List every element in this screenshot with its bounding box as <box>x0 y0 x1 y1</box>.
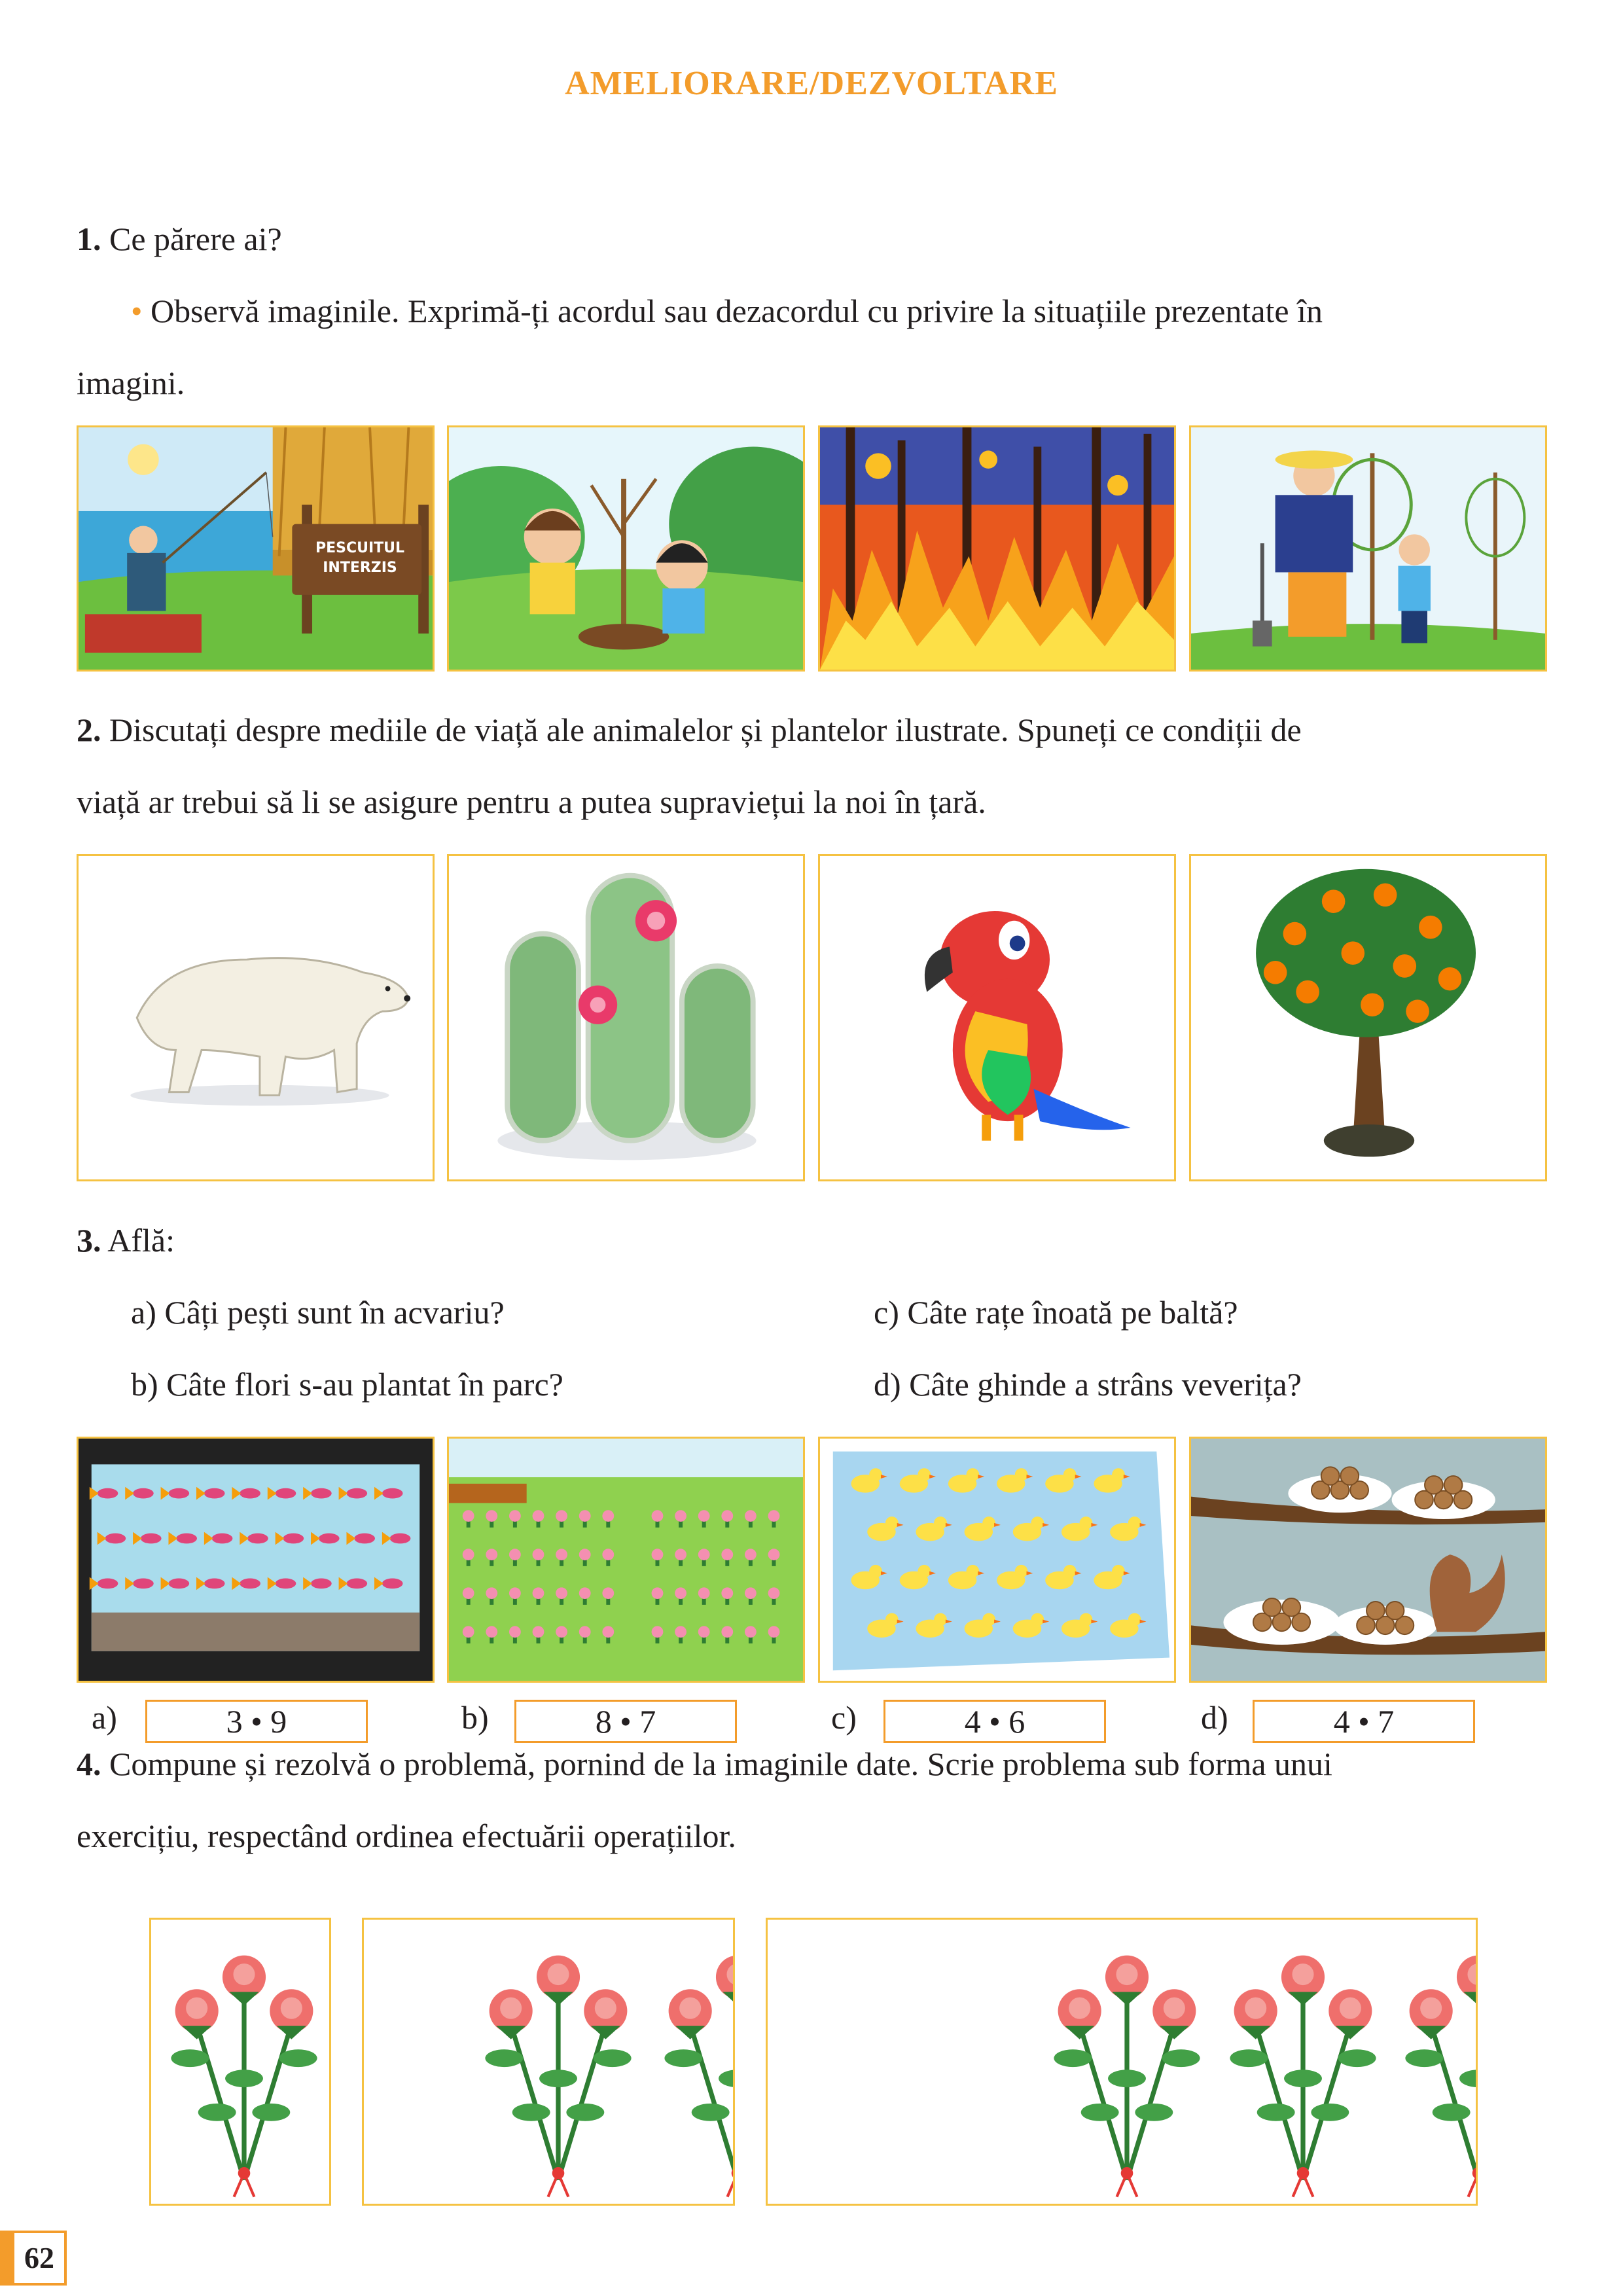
ex1-text-line1: Observă imaginile. Exprimă-ți acordul sau dezacordul cu privire la situațiile prezentate în <box>151 293 1323 329</box>
page-number-bar <box>0 2231 12 2286</box>
bouquet-group-3 <box>766 1918 1478 2206</box>
park-flowers-image <box>447 1437 805 1683</box>
ex1-text-line2: imagini. <box>77 365 185 401</box>
answer-box: 4 • 6 <box>883 1700 1106 1743</box>
aquarium-image <box>77 1437 435 1683</box>
ex4-number: 4. <box>77 1746 101 1782</box>
ex4-text-line1 <box>77 1728 1549 1800</box>
polar-bear-image <box>77 854 435 1181</box>
page-title: AMELIORARE/DEZVOLTARE <box>565 65 1058 102</box>
kids-planting-image <box>447 425 805 672</box>
page-number: 62 <box>12 2231 67 2286</box>
question-c: c) Câte rațe înoată pe baltă? <box>874 1294 1238 1331</box>
sign-line1: PESCUITUL <box>315 540 405 556</box>
cactus-image <box>447 854 805 1181</box>
ex3-heading-text: Află: <box>107 1222 175 1259</box>
bouquet-group-2 <box>362 1918 735 2206</box>
answer-label: a) <box>92 1699 117 1736</box>
rose-bouquet-icon <box>155 1923 331 2206</box>
answer-label: d) <box>1201 1699 1228 1736</box>
ex4-text-line2: exercițiu, respectând ordinea efectuării operațiilor. <box>77 1818 736 1854</box>
orange-tree-image <box>1189 854 1547 1181</box>
ex3-heading <box>77 1204 175 1276</box>
ducks-image <box>818 1437 1176 1683</box>
man-and-boy-planting-image <box>1189 425 1547 672</box>
rose-bouquet-icon <box>1300 1923 1478 2206</box>
sign-line2: INTERZIS <box>323 560 397 576</box>
fishing-image <box>77 425 435 672</box>
ex1-number: 1. <box>77 221 101 257</box>
question-b: b) Câte flori s-au plantat în parc? <box>131 1366 563 1403</box>
forest-fire-image <box>818 425 1176 672</box>
question-a: a) Câți pești sunt în acvariu? <box>131 1294 505 1331</box>
rose-bouquet-icon <box>553 1923 735 2206</box>
bullet-icon: • <box>131 293 143 329</box>
answer-box: 3 • 9 <box>145 1700 368 1743</box>
answer-box: 4 • 7 <box>1253 1700 1475 1743</box>
ex3-number: 3. <box>77 1222 101 1259</box>
sign-text <box>301 539 419 578</box>
answer-label: b) <box>461 1699 489 1736</box>
answer-label: c) <box>831 1699 857 1736</box>
bouquet-group-1 <box>149 1918 331 2206</box>
question-d: d) Câte ghinde a strâns veverița? <box>874 1366 1302 1403</box>
ex2-text-line1 <box>77 694 1549 766</box>
answer-box: 8 • 7 <box>514 1700 737 1743</box>
ex1-instruction-line1 <box>131 275 1548 347</box>
ex1-heading <box>77 203 282 275</box>
parrot-image <box>818 854 1176 1181</box>
ex2-number: 2. <box>77 711 101 748</box>
ex1-heading-text: Ce părere ai? <box>109 221 282 257</box>
ex4-text-line1-text: Compune și rezolvă o problemă, pornind de la imaginile date. Scrie problema sub forma unui <box>109 1746 1332 1782</box>
squirrel-acorns-image <box>1189 1437 1547 1683</box>
ex2-text-line1-text: Discutați despre mediile de viață ale animalelor și plantelor ilustrate. Spuneți ce condiții de <box>109 711 1302 748</box>
ex2-text-line2: viață ar trebui să li se asigure pentru a putea supraviețui la noi în țară. <box>77 783 986 820</box>
